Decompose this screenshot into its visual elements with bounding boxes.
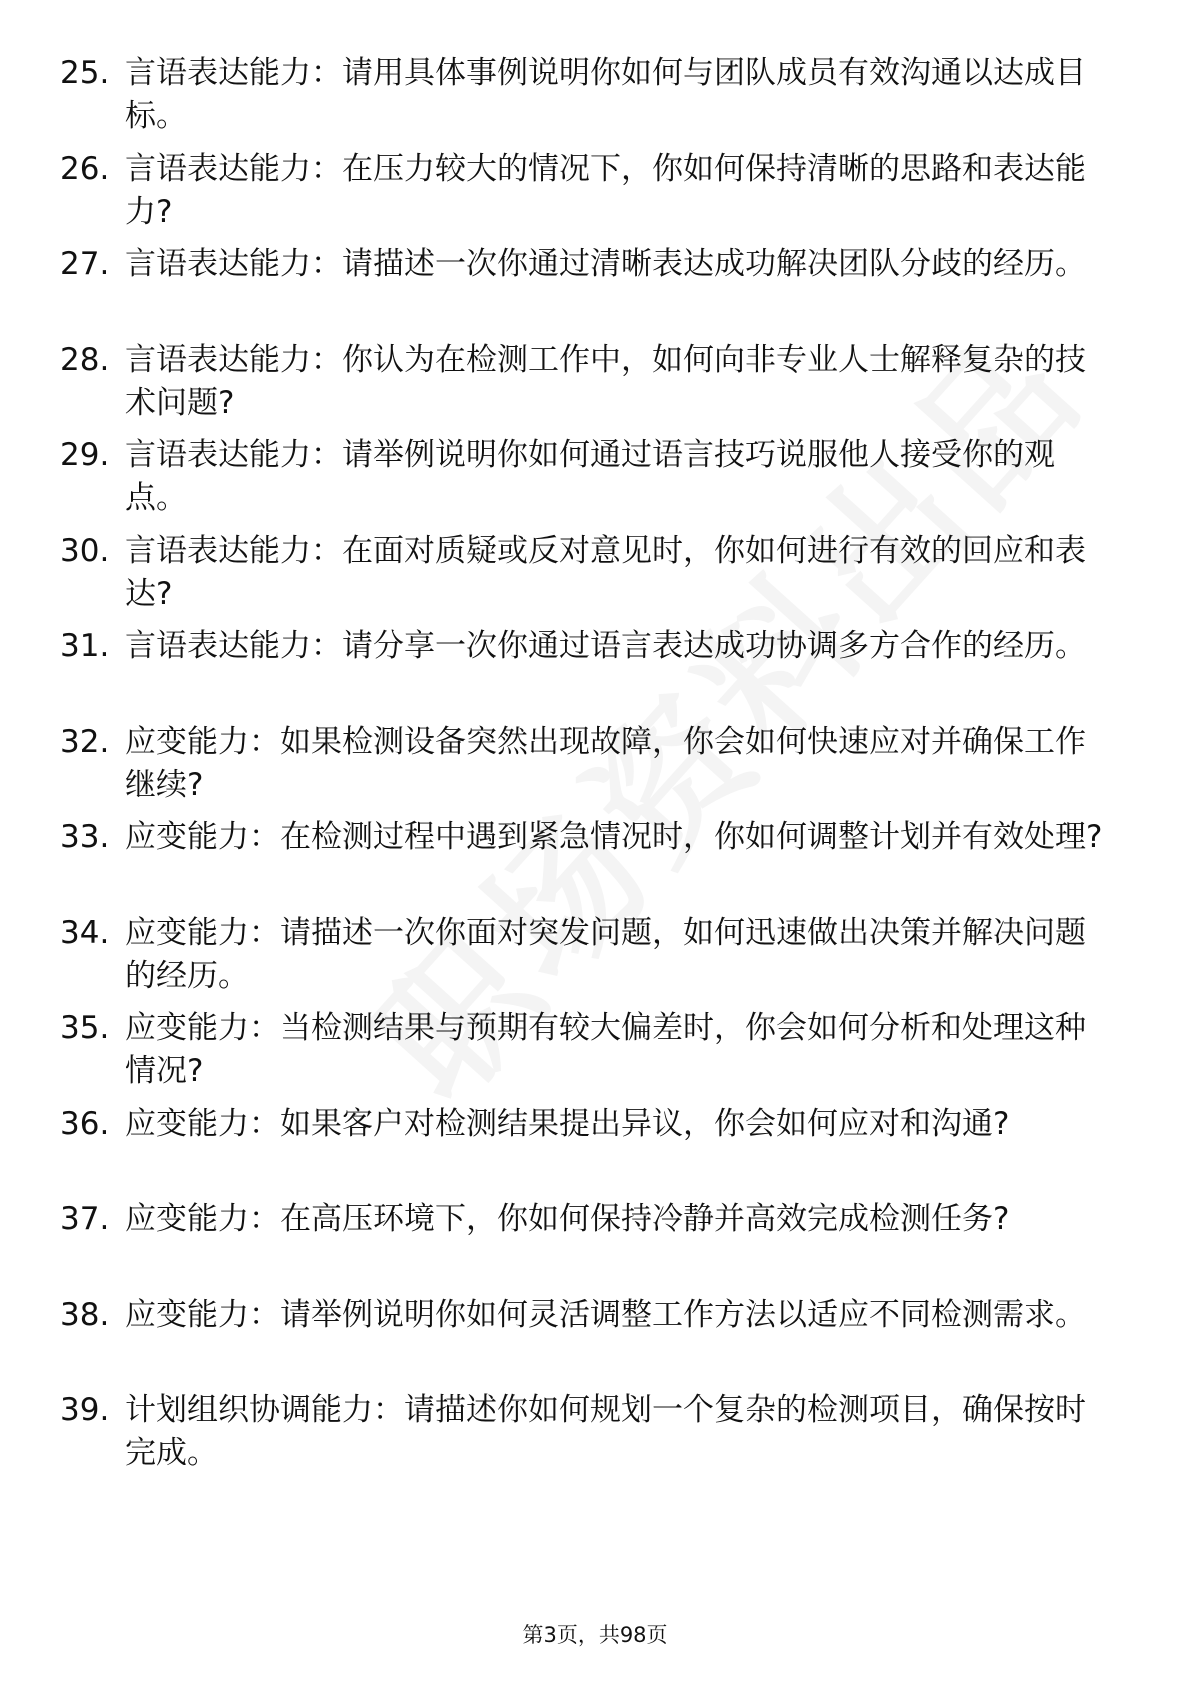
question-number: 28. xyxy=(60,341,110,378)
question-number: 37. xyxy=(60,1201,110,1237)
question-item xyxy=(0,339,1190,435)
question-text: 应变能力：如果检测设备突然出现故障，你会如何快速应对并确保工作继续? xyxy=(125,723,1086,803)
question-item xyxy=(0,148,1190,244)
page-number-label: 第3页，共98页 xyxy=(522,1623,668,1647)
question-number: 36. xyxy=(60,1105,110,1142)
question-text: 言语表达能力：请用具体事例说明你如何与团队成员有效沟通以达成目标。 xyxy=(125,55,1086,134)
question-number: 25. xyxy=(60,55,110,91)
question-number: 31. xyxy=(60,628,110,664)
question-number: 38. xyxy=(60,1296,110,1333)
question-text: 言语表达能力：在压力较大的情况下，你如何保持清晰的思路和表达能力? xyxy=(125,150,1086,230)
question-number: 34. xyxy=(60,914,110,951)
question-item xyxy=(0,1389,1190,1485)
question-item xyxy=(0,1103,1190,1199)
question-text: 应变能力：请举例说明你如何灵活调整工作方法以适应不同检测需求。 xyxy=(125,1296,1086,1333)
question-item xyxy=(0,1007,1190,1103)
question-list xyxy=(0,52,1190,1485)
question-number: 33. xyxy=(60,819,110,855)
question-number: 29. xyxy=(60,437,110,473)
question-text: 言语表达能力：请分享一次你通过语言表达成功协调多方合作的经历。 xyxy=(125,628,1086,664)
question-number: 30. xyxy=(60,532,110,569)
question-number: 27. xyxy=(60,246,110,282)
question-text: 言语表达能力：请举例说明你如何通过语言技巧说服他人接受你的观点。 xyxy=(125,437,1055,516)
question-number: 39. xyxy=(60,1392,110,1428)
question-text: 应变能力：在检测过程中遇到紧急情况时，你如何调整计划并有效处理? xyxy=(125,819,1103,855)
question-item xyxy=(0,243,1190,339)
question-text: 言语表达能力：你认为在检测工作中，如何向非专业人士解释复杂的技术问题? xyxy=(125,341,1086,421)
question-number: 26. xyxy=(60,150,110,187)
question-text: 应变能力：如果客户对检测结果提出异议，你会如何应对和沟通? xyxy=(125,1105,1010,1142)
question-item xyxy=(0,1294,1190,1390)
question-text: 言语表达能力：在面对质疑或反对意见时，你如何进行有效的回应和表达? xyxy=(125,532,1086,612)
question-text: 言语表达能力：请描述一次你通过清晰表达成功解决团队分歧的经历。 xyxy=(125,246,1086,282)
question-item xyxy=(0,912,1190,1008)
question-number: 32. xyxy=(60,723,110,760)
question-item xyxy=(0,434,1190,530)
question-text: 应变能力：当检测结果与预期有较大偏差时，你会如何分析和处理这种情况? xyxy=(125,1010,1086,1089)
question-item xyxy=(0,625,1190,721)
question-item xyxy=(0,1198,1190,1294)
question-item xyxy=(0,530,1190,626)
question-text: 应变能力：在高压环境下，你如何保持冷静并高效完成检测任务? xyxy=(125,1201,1010,1237)
question-text: 应变能力：请描述一次你面对突发问题，如何迅速做出决策并解决问题的经历。 xyxy=(125,914,1086,994)
question-number: 35. xyxy=(60,1010,110,1046)
question-item xyxy=(0,816,1190,912)
page-footer xyxy=(0,1620,1190,1650)
question-item xyxy=(0,52,1190,148)
question-text: 计划组织协调能力：请描述你如何规划一个复杂的检测项目，确保按时完成。 xyxy=(125,1392,1086,1471)
question-item xyxy=(0,721,1190,817)
